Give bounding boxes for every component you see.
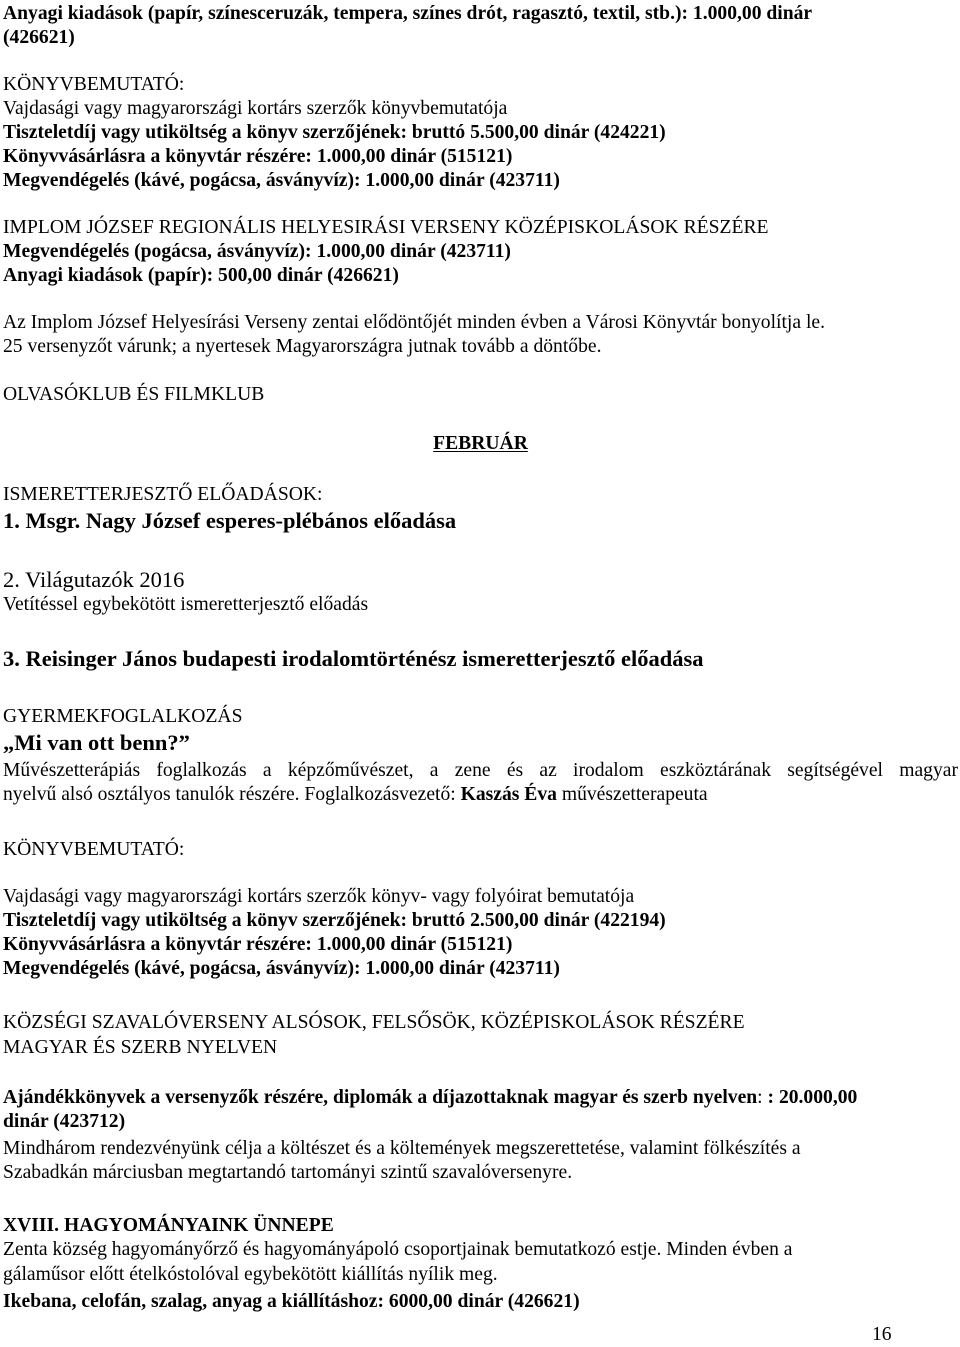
workshop-title: „Mi van ott benn?” bbox=[3, 730, 190, 755]
document-page bbox=[3, 0, 958, 1346]
contest-material-line: Anyagi kiadások (papír): 500,00 dinár (426621) bbox=[3, 265, 399, 286]
exhibition-materials-line: Ikebana, celofán, szalag, anyag a kiállításhoz: 6000,00 dinár (426621) bbox=[3, 1291, 580, 1312]
workshop-text-a: nyelvű alsó osztályos tanulók részére. Foglalkozásvezető: bbox=[3, 784, 461, 805]
children-workshop-heading: GYERMEKFOGLALKOZÁS bbox=[3, 706, 243, 727]
lecture-2-subtitle: Vetítéssel egybekötött ismeretterjesztő előadás bbox=[3, 594, 369, 615]
catering-2-line: Megvendégelés (kávé, pogácsa, ásványvíz): 1.000,00 dinár (423711) bbox=[3, 958, 560, 979]
contest-description: Az Implom József Helyesírási Verseny zentai elődöntőjét minden évben a Városi Könyvtár bonyolítja le. bbox=[3, 312, 825, 333]
book-purchase-2-line: Könyvvásárlásra a könyvtár részére: 1.000,00 dinár (515121) bbox=[3, 934, 513, 955]
workshop-leader-name: Kaszás Éva bbox=[460, 784, 557, 805]
author-fee-line: Tiszteletdíj vagy utiköltség a könyv szerzőjének: bruttó 5.500,00 dinár (424221) bbox=[3, 122, 666, 143]
page-number: 16 bbox=[872, 1324, 892, 1345]
spelling-contest-heading: IMPLOM JÓZSEF REGIONÁLIS HELYESIRÁSI VERSENY KÖZÉPISKOLÁSOK RÉSZÉRE bbox=[3, 217, 769, 238]
contest-participants: 25 versenyzőt várunk; a nyertesek Magyarországra jutnak tovább a döntőbe. bbox=[3, 336, 602, 357]
gift-books-code: dinár (423712) bbox=[3, 1111, 126, 1132]
tradition-festival-heading: XVIII. HAGYOMÁNYAINK ÜNNEPE bbox=[3, 1215, 334, 1236]
gift-books-line bbox=[3, 1086, 857, 1110]
workshop-description-2 bbox=[3, 783, 708, 807]
lecture-3: 3. Reisinger János budapesti irodalomtörténész ismeretterjesztő előadása bbox=[3, 646, 704, 671]
lecture-1: 1. Msgr. Nagy József esperes-plébános előadása bbox=[3, 508, 457, 533]
workshop-description-1: Művészetterápiás foglalkozás a képzőművészet, a zene és az irodalom eszköztárának segítségével magyar bbox=[3, 760, 958, 781]
book-presentation-2-desc: Vajdasági vagy magyarországi kortárs szerzők könyv- vagy folyóirat bemutatója bbox=[3, 886, 635, 907]
reading-film-club-heading: OLVASÓKLUB ÉS FILMKLUB bbox=[3, 384, 265, 405]
recitation-goal-2: Szabadkán márciusban megtartandó tartományi szintű szavalóversenyre. bbox=[3, 1162, 573, 1183]
lecture-2-title: 2. Világutazók 2016 bbox=[3, 567, 185, 592]
gift-books-amount: : 20.000,00 bbox=[767, 1087, 858, 1108]
tradition-festival-desc-1: Zenta község hagyományőrző és hagyományápoló csoportjainak bemutatkozó estje. Minden évben a bbox=[3, 1239, 793, 1260]
author-fee-2-line: Tiszteletdíj vagy utiköltség a könyv szerzőjének: bruttó 2.500,00 dinár (422194) bbox=[3, 910, 666, 931]
book-presentation-2-heading: KÖNYVBEMUTATÓ: bbox=[3, 839, 185, 860]
gift-books-text: Ajándékkönyvek a versenyzők részére, diplomák a díjazottaknak magyar és szerb nyelven bbox=[3, 1087, 758, 1108]
recitation-contest-heading-1: KÖZSÉGI SZAVALÓVERSENY ALSÓSOK, FELSŐSÖK, KÖZÉPISKOLÁSOK RÉSZÉRE bbox=[3, 1012, 745, 1033]
month-heading: FEBRUÁR bbox=[433, 433, 528, 454]
material-costs-code: (426621) bbox=[3, 27, 75, 48]
book-presentation-desc: Vajdasági vagy magyarországi kortárs szerzők könyvbemutatója bbox=[3, 98, 508, 119]
catering-line: Megvendégelés (kávé, pogácsa, ásványvíz): 1.000,00 dinár (423711) bbox=[3, 170, 560, 191]
gift-books-amount-colon: : bbox=[757, 1087, 768, 1108]
book-purchase-line: Könyvvásárlásra a könyvtár részére: 1.000,00 dinár (515121) bbox=[3, 146, 513, 167]
workshop-text-b: művészetterapeuta bbox=[556, 784, 708, 805]
book-presentation-heading: KÖNYVBEMUTATÓ: bbox=[3, 74, 185, 95]
material-costs-line: Anyagi kiadások (papír, színesceruzák, tempera, színes drót, ragasztó, textil, stb.): 1.000,00 dinár bbox=[3, 3, 813, 24]
tradition-festival-desc-2: gálaműsor előtt ételkóstolóval egybekötött kiállítás nyílik meg. bbox=[3, 1264, 498, 1285]
contest-catering-line: Megvendégelés (pogácsa, ásványvíz): 1.000,00 dinár (423711) bbox=[3, 241, 511, 262]
recitation-contest-heading-2: MAGYAR ÉS SZERB NYELVEN bbox=[3, 1037, 278, 1058]
lectures-heading: ISMERETTERJESZTŐ ELŐADÁSOK: bbox=[3, 484, 323, 505]
recitation-goal-1: Mindhárom rendezvényünk célja a költészet és a költemények megszerettetése, valamint fölkészítés a bbox=[3, 1138, 801, 1159]
